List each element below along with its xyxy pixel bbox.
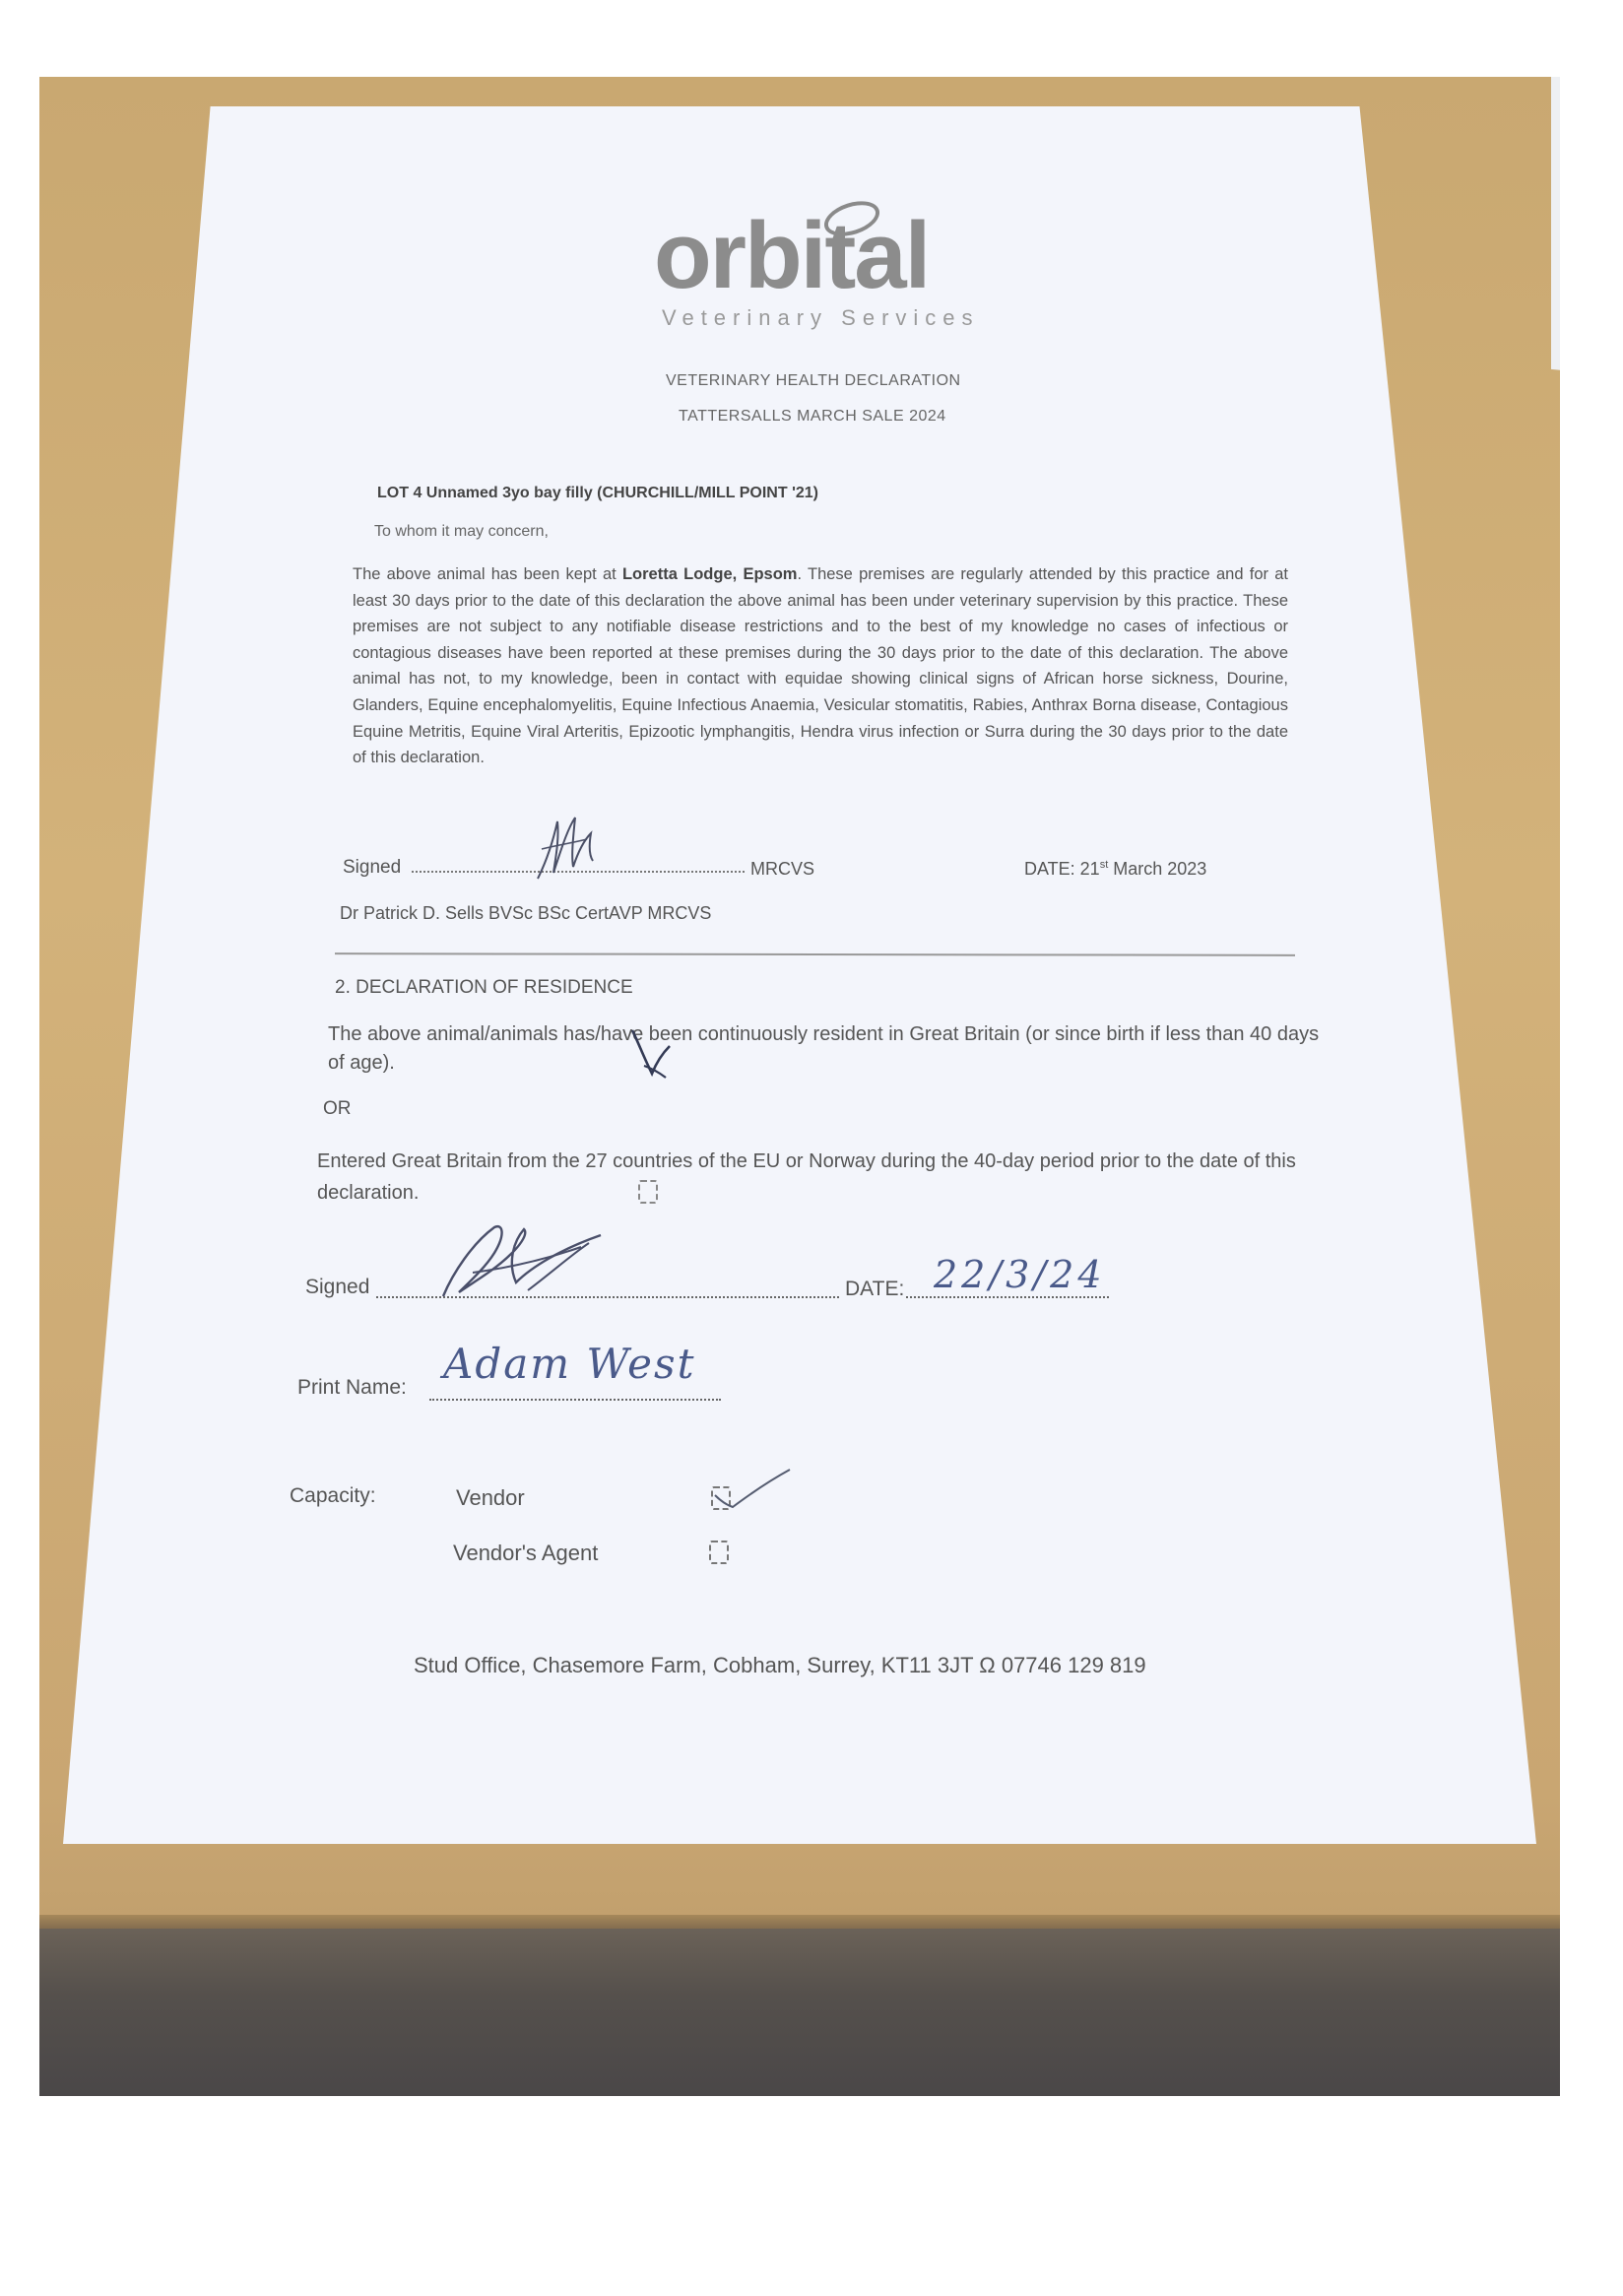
- floor-area: [39, 1929, 1560, 2096]
- vendor-signature-scribble: [433, 1214, 611, 1304]
- print-name-label: Print Name:: [297, 1376, 407, 1399]
- or-label: OR: [323, 1098, 352, 1119]
- document-sheet: [63, 106, 1536, 1844]
- vet-signed-label: Signed: [343, 857, 402, 878]
- footer-address: Stud Office, Chasemore Farm, Cobham, Surrey, KT11 3JT Ω 07746 129 819: [414, 1653, 1146, 1677]
- capacity-label: Capacity:: [290, 1484, 376, 1507]
- entered-gb-statement: Entered Great Britain from the 27 countries of the EU or Norway during the 40-day period prior to the date of this declaration.: [317, 1150, 1296, 1204]
- salutation: To whom it may concern,: [374, 523, 549, 540]
- vendor-date-value: 22/3/24: [934, 1253, 1106, 1296]
- vet-date: DATE: 21st March 2023: [1024, 859, 1207, 879]
- lot-description: LOT 4 Unnamed 3yo bay filly (CHURCHILL/MILL POINT '21): [377, 485, 818, 501]
- residence-checkmark-icon: [630, 1028, 674, 1083]
- document-title: VETERINARY HEALTH DECLARATION: [666, 372, 961, 389]
- body-text-rest: . These premises are regularly attended by this practice and for at least 30 days prior to the date of this declaration the above animal has been under veterinary supervision by this practice. These premises are not subject to any notifiable disease restrictions and to the best of my knowledge no cases of infectious or contagious diseases have been reported at these premises during the 30 days prior to the date of this declaration. The above animal has not, to my knowledge, been in contact with equidae showing clinical signs of African horse sickness, Dourine, Glanders, Equine encephalomyelitis, Equine Infectious Anaemia, Vesicular stomatitis, Rabies, Anthrax Borna disease, Contagious Equine Metritis, Equine Viral Arteritis, Epizootic lymphangitis, Hendra virus infection or Surra during the 30 days prior to the date of this declaration.: [353, 565, 1289, 767]
- vendor-date-label: DATE:: [845, 1278, 905, 1300]
- entered-gb-checkbox[interactable]: [638, 1180, 658, 1204]
- vet-name: Dr Patrick D. Sells BVSc BSc CertAVP MRCVS: [340, 903, 712, 923]
- document-subtitle: TATTERSALLS MARCH SALE 2024: [679, 408, 946, 425]
- vendor-date-line: [906, 1296, 1109, 1298]
- vendor-agent-checkbox[interactable]: [709, 1541, 729, 1564]
- vendor-agent-option-label: Vendor's Agent: [453, 1541, 599, 1565]
- vendor-signed-label: Signed: [305, 1276, 370, 1298]
- print-name-line: [429, 1399, 721, 1401]
- residence-heading: 2. DECLARATION OF RESIDENCE: [335, 977, 633, 998]
- declaration-body: [353, 561, 1288, 771]
- background-paper-edge: [1551, 77, 1560, 375]
- vendor-option-label: Vendor: [456, 1485, 525, 1510]
- body-text-start: The above animal has been kept at: [353, 565, 622, 583]
- mrcvs-label: MRCVS: [750, 859, 815, 879]
- vendor-checkmark-icon: [713, 1466, 792, 1511]
- vet-signature-scribble: [528, 810, 607, 886]
- premises-name: Loretta Lodge, Epsom: [621, 565, 798, 583]
- residence-statement: The above animal/animals has/have been continuously resident in Great Britain (or since birth if less than 40 days of age).: [328, 1023, 1320, 1074]
- logo-wordmark: orbital: [654, 203, 930, 308]
- print-name-value: Adam West: [443, 1340, 696, 1388]
- logo-subtitle: Veterinary Services: [662, 305, 980, 330]
